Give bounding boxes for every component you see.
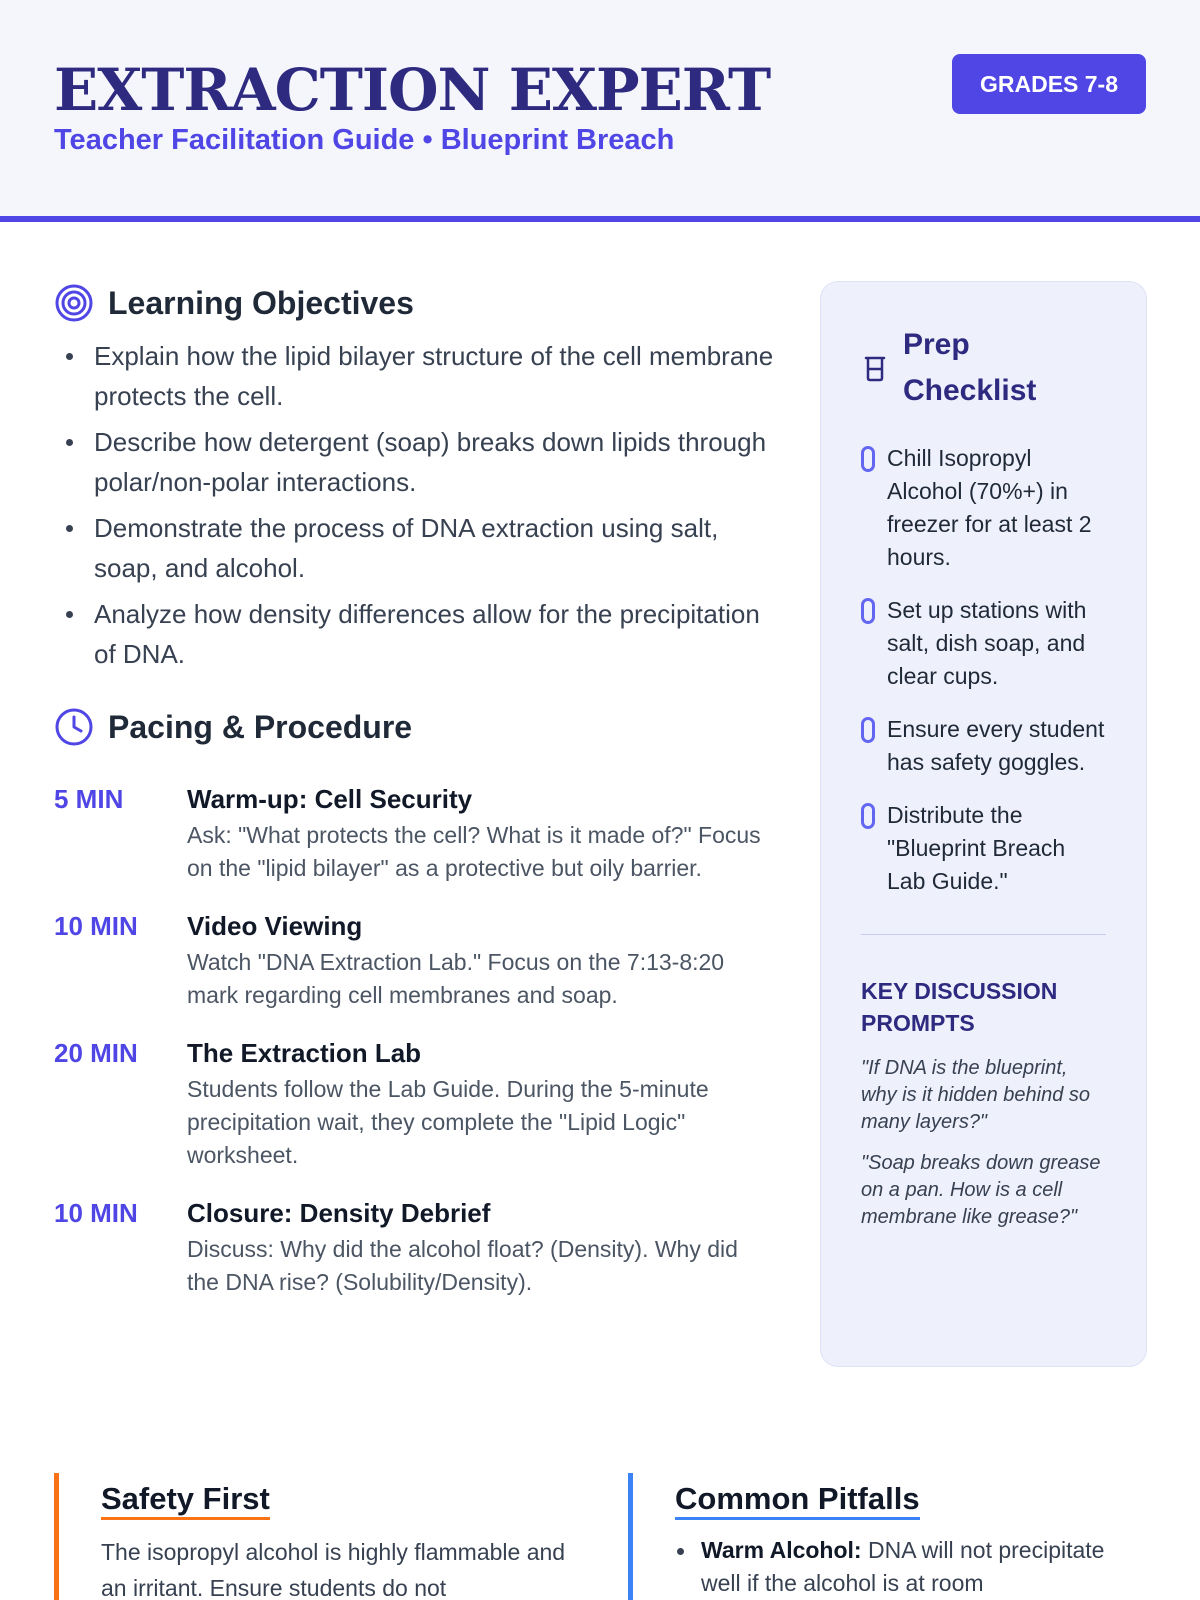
checklist-item-label: Distribute the "Blueprint Breach Lab Guide." bbox=[887, 802, 1066, 894]
prep-card bbox=[820, 281, 1147, 1367]
pitfalls-list bbox=[675, 1534, 1135, 1600]
checklist-item bbox=[861, 594, 1106, 693]
checkbox[interactable] bbox=[861, 717, 875, 743]
pacing-list bbox=[54, 784, 774, 1299]
safety-box bbox=[54, 1473, 574, 1600]
list-item: Describe how detergent (soap) breaks down lipids through polar/non-polar interactions. bbox=[54, 422, 774, 502]
step-title: Video Viewing bbox=[187, 911, 363, 941]
step-time: 20 MIN bbox=[54, 1038, 138, 1068]
checkbox[interactable] bbox=[861, 598, 875, 624]
list-item: Explain how the lipid bilayer structure of the cell membrane protects the cell. bbox=[54, 336, 774, 416]
safety-title: Safety First bbox=[101, 1481, 270, 1520]
step-description: Discuss: Why did the alcohol float? (Density). Why did the DNA rise? (Solubility/Density). bbox=[187, 1236, 738, 1295]
pitfall-label: Warm Alcohol: bbox=[701, 1537, 862, 1563]
pitfall-text: DNA will not precipitate well if the alcohol is at room bbox=[701, 1537, 1105, 1596]
checklist-item bbox=[861, 799, 1106, 898]
step-description: Watch "DNA Extraction Lab." Focus on the 7:13-8:20 mark regarding cell membranes and soap. bbox=[187, 949, 725, 1008]
prep-heading bbox=[861, 322, 1106, 414]
step-time: 10 MIN bbox=[54, 1198, 138, 1228]
step-description: Students follow the Lab Guide. During the 5-minute precipitation wait, they complete the "Lipid Logic" worksheet. bbox=[187, 1076, 709, 1168]
beaker-icon bbox=[861, 352, 889, 384]
page-header bbox=[0, 0, 1200, 222]
pacing-title: Pacing & Procedure bbox=[108, 708, 413, 745]
main-column bbox=[54, 280, 774, 1299]
page-title: EXTRACTION EXPERT bbox=[54, 56, 771, 124]
divider bbox=[861, 934, 1106, 935]
objectives-heading bbox=[54, 280, 774, 326]
pitfalls-box bbox=[628, 1473, 1148, 1600]
checklist-item-label: Set up stations with salt, dish soap, and clear cups. bbox=[887, 597, 1087, 689]
grade-badge: GRADES 7-8 bbox=[952, 54, 1146, 114]
pacing-heading bbox=[54, 704, 774, 750]
pacing-step bbox=[54, 1038, 774, 1172]
clock-icon bbox=[54, 707, 94, 747]
list-item bbox=[675, 1534, 1135, 1600]
checklist-item bbox=[861, 442, 1106, 574]
checkbox[interactable] bbox=[861, 446, 875, 472]
pacing-step bbox=[54, 911, 774, 1012]
objectives-title: Learning Objectives bbox=[108, 284, 414, 321]
prompts-heading: KEY DISCUSSION PROMPTS bbox=[861, 978, 1058, 1036]
list-item: Analyze how density differences allow for the precipitation of DNA. bbox=[54, 594, 774, 674]
safety-text: The isopropyl alcohol is highly flammable and an irritant. Ensure students do not bbox=[101, 1539, 566, 1600]
discussion-prompt: "Soap breaks down grease on a pan. How is a cell membrane like grease?" bbox=[861, 1152, 1101, 1228]
page-subtitle: Teacher Facilitation Guide • Blueprint Breach bbox=[54, 124, 675, 156]
step-description: Ask: "What protects the cell? What is it made of?" Focus on the "lipid bilayer" as a protective but oily barrier. bbox=[187, 822, 761, 881]
checkbox[interactable] bbox=[861, 803, 875, 829]
step-time: 5 MIN bbox=[54, 784, 124, 814]
discussion-prompt: "If DNA is the blueprint, why is it hidden behind so many layers?" bbox=[861, 1057, 1091, 1133]
pacing-step bbox=[54, 1198, 774, 1299]
target-icon bbox=[54, 283, 94, 323]
checklist-item-label: Ensure every student has safety goggles. bbox=[887, 716, 1105, 775]
checklist-item bbox=[861, 713, 1106, 779]
prep-title: Prep Checklist bbox=[903, 328, 1037, 407]
objectives-list bbox=[54, 336, 774, 674]
checklist-item-label: Chill Isopropyl Alcohol (70%+) in freezer for at least 2 hours. bbox=[887, 445, 1092, 570]
pacing-step bbox=[54, 784, 774, 885]
step-title: Warm-up: Cell Security bbox=[187, 784, 473, 814]
step-title: Closure: Density Debrief bbox=[187, 1198, 491, 1228]
list-item: Demonstrate the process of DNA extraction using salt, soap, and alcohol. bbox=[54, 508, 774, 588]
step-time: 10 MIN bbox=[54, 911, 138, 941]
prep-checklist bbox=[861, 442, 1106, 898]
pitfalls-title: Common Pitfalls bbox=[675, 1481, 920, 1520]
step-title: The Extraction Lab bbox=[187, 1038, 422, 1068]
